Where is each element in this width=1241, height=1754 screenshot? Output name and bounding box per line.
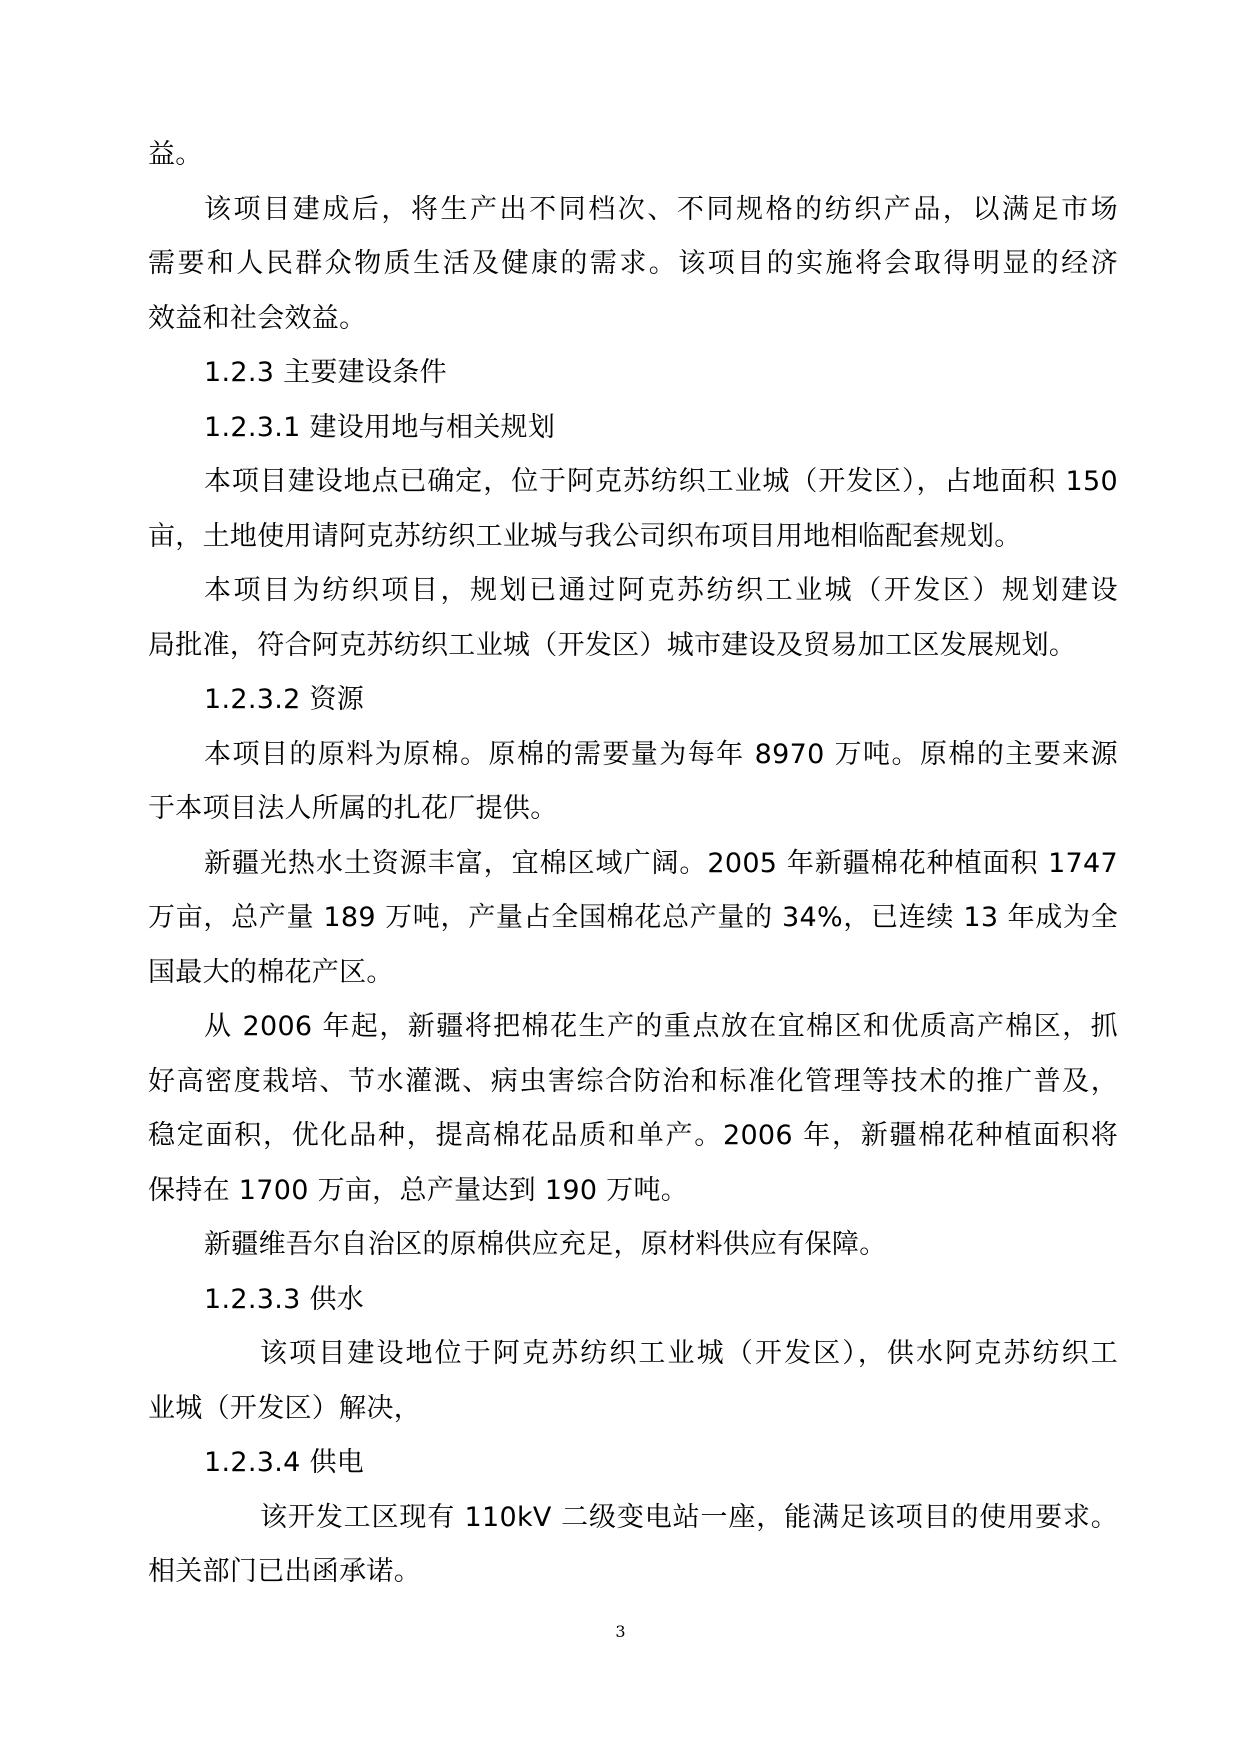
paragraph-line: 国最大的棉花产区。 xyxy=(148,956,394,988)
page-number: 3 xyxy=(615,1622,626,1641)
paragraph-line: 该项目建设地位于阿克苏纺织工业城（开发区），供水阿克苏纺织工 xyxy=(260,1338,1118,1369)
paragraph-line: 从 2006 年起，新疆将把棉花生产的重点放在宜棉区和优质高产棉区，抓 xyxy=(204,1011,1118,1042)
section-heading: 1.2.3.2 资源 xyxy=(204,684,365,715)
paragraph-line: 本项目为纺织项目，规划已通过阿克苏纺织工业城（开发区）规划建设 xyxy=(204,575,1118,606)
paragraph-line: 新疆光热水土资源丰富，宜棉区域广阔。2005 年新疆棉花种植面积 1747 xyxy=(204,847,1118,879)
paragraph-line: 该项目建成后，将生产出不同档次、不同规格的纺织产品，以满足市场 xyxy=(204,193,1118,225)
paragraph-line: 保持在 1700 万亩，总产量达到 190 万吨。 xyxy=(148,1174,689,1206)
paragraph-line: 业城（开发区）解决， xyxy=(148,1392,421,1424)
section-heading: 1.2.3.3 供水 xyxy=(204,1283,365,1315)
paragraph-line: 该开发工区现有 110kV 二级变电站一座，能满足该项目的使用要求。 xyxy=(260,1501,1118,1533)
paragraph-line: 于本项目法人所属的扎花厂提供。 xyxy=(148,793,558,824)
paragraph-line: 益。 xyxy=(148,139,203,170)
paragraph-line: 稳定面积，优化品种，提高棉花品质和单产。2006 年，新疆棉花种植面积将 xyxy=(148,1120,1118,1151)
paragraph-line: 好高密度栽培、节水灌溉、病虫害综合防治和标准化管理等技术的推广普及， xyxy=(148,1065,1118,1097)
paragraph-line: 相关部门已出函承诺。 xyxy=(148,1556,421,1587)
paragraph-line: 新疆维吾尔自治区的原棉供应充足，原材料供应有保障。 xyxy=(204,1229,887,1260)
section-heading: 1.2.3.1 建设用地与相关规划 xyxy=(204,411,556,443)
paragraph-line: 需要和人民群众物质生活及健康的需求。该项目的实施将会取得明显的经济 xyxy=(148,248,1118,279)
paragraph-line: 本项目的原料为原棉。原棉的需要量为每年 8970 万吨。原棉的主要来源 xyxy=(204,738,1118,770)
section-heading: 1.2.3.4 供电 xyxy=(204,1447,365,1478)
document-body xyxy=(148,128,1118,1600)
paragraph-line: 亩，土地使用请阿克苏纺织工业城与我公司织布项目用地相临配套规划。 xyxy=(148,520,1022,552)
section-heading: 1.2.3 主要建设条件 xyxy=(204,357,447,388)
paragraph-line: 局批准，符合阿克苏纺织工业城（开发区）城市建设及贸易加工区发展规划。 xyxy=(148,629,1077,661)
paragraph-line: 万亩，总产量 189 万吨，产量占全国棉花总产量的 34%，已连续 13 年成为全 xyxy=(148,902,1118,933)
paragraph-line: 本项目建设地点已确定，位于阿克苏纺织工业城（开发区），占地面积 150 xyxy=(204,466,1118,497)
paragraph-line: 效益和社会效益。 xyxy=(148,302,367,334)
